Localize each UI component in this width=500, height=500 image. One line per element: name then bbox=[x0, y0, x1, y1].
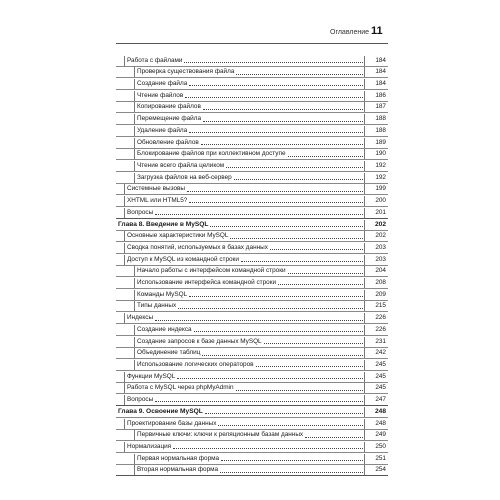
header-rule bbox=[116, 43, 388, 44]
toc-entry-page: 242 bbox=[364, 348, 388, 358]
toc-entry-page: 254 bbox=[364, 465, 388, 475]
toc-entry-title-cell bbox=[134, 79, 364, 89]
toc-entry[interactable] bbox=[116, 276, 388, 288]
toc-entry-title-cell bbox=[134, 360, 364, 370]
toc-entry[interactable] bbox=[116, 241, 388, 253]
toc-entry[interactable] bbox=[116, 382, 388, 394]
running-header-title: Оглавление bbox=[330, 29, 370, 36]
toc-entry-title-cell bbox=[134, 149, 364, 159]
toc-entry-title-cell bbox=[124, 56, 364, 66]
dot-leader bbox=[202, 355, 363, 356]
toc-entry-title-cell bbox=[134, 325, 364, 335]
toc-entry-page: 192 bbox=[364, 173, 388, 183]
dot-leader bbox=[189, 202, 363, 203]
toc-entry-title-cell bbox=[134, 91, 364, 101]
dot-leader bbox=[236, 74, 363, 75]
toc-entry[interactable] bbox=[116, 148, 388, 160]
dot-leader bbox=[203, 121, 363, 122]
toc-entry-label: Создание файла bbox=[137, 80, 188, 88]
dot-leader bbox=[230, 238, 363, 239]
toc-entry-label: Системные вызовы bbox=[127, 185, 186, 193]
toc-entry-label: Объединение таблиц bbox=[137, 349, 201, 357]
toc-entry[interactable] bbox=[116, 323, 388, 335]
toc-entry-label: XHTML или HTML5? bbox=[127, 196, 188, 204]
toc-entry-title-cell bbox=[134, 454, 364, 464]
toc-entry-page: 199 bbox=[364, 184, 388, 194]
toc-entry-label: Создание запросов к базе данных MySQL bbox=[137, 337, 262, 345]
toc-entry-title-cell bbox=[134, 102, 364, 112]
toc-entry-title-cell bbox=[134, 266, 364, 276]
toc-entry-page: 250 bbox=[364, 442, 388, 452]
toc-entry[interactable] bbox=[116, 265, 388, 277]
toc-entry-page: 187 bbox=[364, 102, 388, 112]
toc-entry-label: Перемещение файла bbox=[137, 115, 202, 123]
toc-entry-label: Нормализация bbox=[127, 443, 172, 450]
toc-entry-title-cell bbox=[134, 161, 364, 171]
toc-entry-label: Функции MySQL bbox=[127, 372, 176, 380]
toc-entry-page: 248 bbox=[364, 407, 388, 417]
toc-entry-page: 184 bbox=[364, 79, 388, 89]
toc-entry-title-cell bbox=[134, 348, 364, 358]
toc-entry-title-cell bbox=[124, 208, 364, 218]
toc-entry[interactable] bbox=[116, 55, 388, 66]
toc-entry[interactable] bbox=[116, 89, 388, 101]
toc-entry-page: 226 bbox=[364, 325, 388, 335]
toc-entry-label: Обновление файлов bbox=[137, 138, 199, 146]
toc-entry-page: 245 bbox=[364, 372, 388, 382]
toc-entry-title-cell bbox=[116, 407, 364, 417]
dot-leader bbox=[210, 226, 363, 227]
toc-entry-page: 202 bbox=[364, 231, 388, 241]
toc-entry[interactable] bbox=[116, 112, 388, 124]
toc-entry-label: Индексы bbox=[127, 314, 154, 322]
toc-entry-title-cell bbox=[134, 465, 364, 475]
toc-chapter-entry[interactable] bbox=[116, 406, 388, 417]
toc-entry-page: 184 bbox=[364, 56, 388, 66]
toc-entry-page: 226 bbox=[364, 313, 388, 323]
toc-entry[interactable] bbox=[116, 417, 388, 429]
toc-entry-page: 202 bbox=[364, 220, 388, 230]
dot-leader bbox=[155, 214, 363, 215]
table-of-contents bbox=[116, 55, 388, 476]
toc-entry-title-cell bbox=[134, 337, 364, 347]
toc-entry-title-cell bbox=[116, 220, 364, 230]
toc-entry-title-cell bbox=[124, 372, 364, 382]
toc-entry-page: 184 bbox=[364, 67, 388, 77]
toc-entry-title-cell bbox=[134, 430, 364, 440]
toc-entry-page: 251 bbox=[364, 454, 388, 464]
toc-section bbox=[116, 55, 388, 218]
dot-leader bbox=[226, 167, 363, 168]
dot-leader bbox=[173, 448, 363, 449]
dot-leader bbox=[189, 296, 363, 297]
toc-entry[interactable] bbox=[116, 124, 388, 136]
dot-leader bbox=[305, 437, 363, 438]
dot-leader bbox=[278, 284, 363, 285]
toc-entry[interactable] bbox=[116, 194, 388, 206]
toc-entry-label: Первичные ключи: ключи к реляционным базам данных bbox=[137, 431, 304, 439]
toc-entry-label: Вопросы bbox=[127, 395, 154, 403]
dot-leader bbox=[194, 331, 363, 332]
dot-leader bbox=[288, 156, 363, 157]
toc-entry-page: 248 bbox=[364, 419, 388, 429]
toc-entry-title-cell bbox=[124, 255, 364, 265]
dot-leader bbox=[189, 132, 363, 133]
toc-entry-title-cell bbox=[124, 243, 364, 253]
toc-entry[interactable] bbox=[116, 101, 388, 113]
dot-leader bbox=[218, 425, 363, 426]
toc-entry-page: 203 bbox=[364, 255, 388, 265]
dot-leader bbox=[177, 378, 363, 379]
toc-entry[interactable] bbox=[116, 429, 388, 441]
dot-leader bbox=[270, 249, 363, 250]
toc-entry-page: 245 bbox=[364, 360, 388, 370]
toc-entry-label: Вторая нормальная форма bbox=[137, 466, 219, 474]
toc-entry[interactable] bbox=[116, 300, 388, 312]
toc-entry[interactable] bbox=[116, 335, 388, 347]
toc-entry-page: 231 bbox=[364, 337, 388, 347]
toc-entry-title-cell bbox=[134, 173, 364, 183]
dot-leader bbox=[221, 460, 363, 461]
toc-entry-title-cell bbox=[134, 301, 364, 311]
toc-chapter-entry[interactable] bbox=[116, 219, 388, 230]
toc-entry-label: Глава 9. Освоение MySQL bbox=[118, 407, 203, 415]
toc-section bbox=[116, 405, 388, 475]
toc-entry-page: 209 bbox=[364, 290, 388, 300]
toc-entry-page: 245 bbox=[364, 383, 388, 393]
dot-leader bbox=[155, 401, 363, 402]
toc-entry-label: Команды MySQL bbox=[137, 290, 188, 298]
toc-entry-label: Работа с файлами bbox=[127, 56, 183, 64]
dot-leader bbox=[236, 390, 363, 391]
toc-entry-page: 189 bbox=[364, 138, 388, 148]
toc-entry-page: 208 bbox=[364, 278, 388, 288]
toc-entry-page: 215 bbox=[364, 301, 388, 311]
dot-leader bbox=[203, 109, 363, 110]
toc-entry[interactable] bbox=[116, 370, 388, 382]
toc-entry-label: Копирование файлов bbox=[137, 103, 201, 111]
dot-leader bbox=[178, 308, 363, 309]
toc-entry-page: 249 bbox=[364, 430, 388, 440]
toc-entry-page: 186 bbox=[364, 91, 388, 101]
toc-entry-label: Создание индекса bbox=[137, 325, 192, 333]
page-number: 11 bbox=[371, 25, 383, 37]
dot-leader bbox=[185, 97, 363, 98]
toc-entry-label: Проверка существования файла bbox=[137, 68, 235, 76]
dot-leader bbox=[220, 472, 363, 473]
toc-entry[interactable] bbox=[116, 358, 388, 370]
toc-entry-label: Использование интерфейса командной строки bbox=[137, 279, 277, 287]
toc-entry-label: Начало работы с интерфейсом командной строки bbox=[137, 267, 286, 275]
toc-entry-title-cell bbox=[124, 196, 364, 206]
toc-entry-title-cell bbox=[124, 313, 364, 323]
toc-entry-page: 200 bbox=[364, 196, 388, 206]
toc-entry-title-cell bbox=[134, 278, 364, 288]
dot-leader bbox=[264, 343, 363, 344]
dot-leader bbox=[205, 413, 363, 414]
toc-entry[interactable] bbox=[116, 347, 388, 359]
toc-entry-label: Работа с MySQL через phpMyAdmin bbox=[127, 384, 234, 392]
toc-entry[interactable] bbox=[116, 311, 388, 323]
toc-entry-label: Чтение всего файла целиком bbox=[137, 161, 225, 169]
toc-entry-page: 203 bbox=[364, 243, 388, 253]
toc-entry[interactable] bbox=[116, 393, 388, 405]
toc-entry-label: Сводка понятий, используемых в базах данных bbox=[127, 244, 268, 251]
toc-entry[interactable] bbox=[116, 171, 388, 183]
dot-leader bbox=[256, 366, 363, 367]
toc-entry[interactable] bbox=[116, 136, 388, 148]
toc-entry-label: Загрузка файлов на веб-сервер bbox=[137, 173, 232, 181]
toc-entry-label: Типы данных bbox=[137, 302, 177, 310]
toc-entry[interactable] bbox=[116, 66, 388, 78]
toc-entry-page: 188 bbox=[364, 126, 388, 136]
toc-entry-title-cell bbox=[124, 442, 364, 452]
toc-entry[interactable] bbox=[116, 77, 388, 89]
toc-entry-label: Проектирование базы данных bbox=[127, 419, 217, 427]
toc-entry-title-cell bbox=[124, 383, 364, 393]
toc-entry[interactable] bbox=[116, 230, 388, 242]
dot-leader bbox=[155, 320, 363, 321]
page-header bbox=[0, 0, 500, 46]
toc-entry-label: Блокирование файлов при коллективном доступе bbox=[137, 150, 286, 158]
toc-entry-title-cell bbox=[134, 126, 364, 136]
toc-entry-page: 247 bbox=[364, 395, 388, 405]
toc-entry[interactable] bbox=[116, 452, 388, 464]
dot-leader bbox=[201, 144, 363, 145]
toc-entry[interactable] bbox=[116, 183, 388, 195]
dot-leader bbox=[184, 62, 363, 63]
toc-entry-label: Глава 8. Введение в MySQL bbox=[118, 220, 209, 228]
dot-leader bbox=[288, 273, 363, 274]
toc-entry-label: Основные характеристики MySQL bbox=[127, 232, 229, 240]
toc-entry-page: 204 bbox=[364, 266, 388, 276]
toc-entry-page: 192 bbox=[364, 161, 388, 171]
toc-entry-title-cell bbox=[124, 231, 364, 241]
toc-entry[interactable] bbox=[116, 440, 388, 452]
toc-entry-title-cell bbox=[134, 138, 364, 148]
toc-entry[interactable] bbox=[116, 288, 388, 300]
toc-entry-title-cell bbox=[134, 114, 364, 124]
dot-leader bbox=[187, 191, 363, 192]
toc-entry[interactable] bbox=[116, 159, 388, 171]
dot-leader bbox=[189, 85, 363, 86]
toc-entry-label: Использование логических операторов bbox=[137, 360, 254, 368]
toc-entry-page: 190 bbox=[364, 149, 388, 159]
toc-entry[interactable] bbox=[116, 464, 388, 476]
dot-leader bbox=[234, 179, 363, 180]
toc-entry-title-cell bbox=[134, 290, 364, 300]
toc-entry-page: 201 bbox=[364, 208, 388, 218]
toc-entry-page: 188 bbox=[364, 114, 388, 124]
toc-section bbox=[116, 218, 388, 405]
toc-entry-label: Удаление файла bbox=[137, 126, 188, 134]
toc-entry-title-cell bbox=[134, 67, 364, 77]
toc-entry-label: Вопросы bbox=[127, 208, 154, 216]
toc-entry-title-cell bbox=[124, 184, 364, 194]
toc-entry-label: Чтение файлов bbox=[137, 91, 184, 99]
toc-entry[interactable] bbox=[116, 206, 388, 218]
toc-entry-label: Первая нормальная форма bbox=[137, 454, 220, 462]
toc-entry-label: Доступ к MySQL из командной строки bbox=[127, 255, 239, 263]
toc-entry[interactable] bbox=[116, 253, 388, 265]
toc-entry-title-cell bbox=[124, 419, 364, 429]
dot-leader bbox=[241, 261, 363, 262]
toc-entry-title-cell bbox=[124, 395, 364, 405]
